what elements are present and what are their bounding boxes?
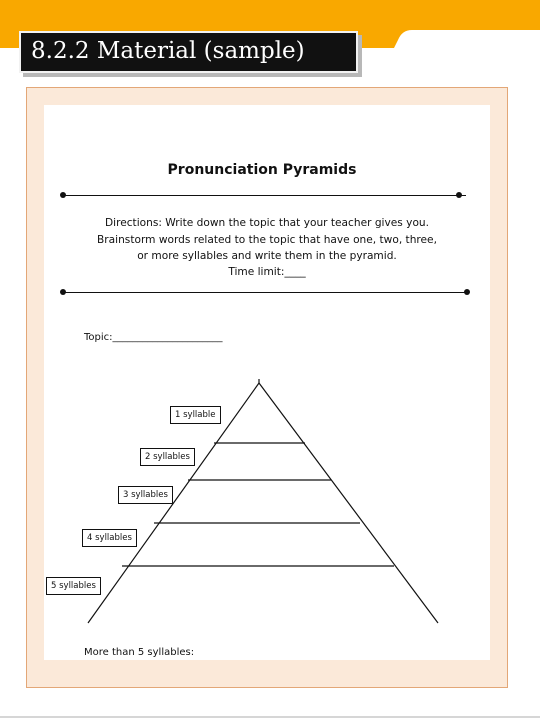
pyramid-level-label: 5 syllables — [46, 577, 101, 595]
slide-title: 8.2.2 Material (sample) — [31, 38, 305, 64]
directions-line: Brainstorm words related to the topic that have one, two, three, — [97, 234, 437, 246]
pyramid-level-label: 4 syllables — [82, 529, 137, 547]
pyramid — [44, 105, 490, 660]
footer-divider — [0, 716, 540, 718]
pyramid-level-label: 2 syllables — [140, 448, 195, 466]
directions-line: or more syllables and write them in the pyramid. — [137, 250, 397, 262]
directions-line: Directions: Write down the topic that your teacher gives you. — [104, 217, 430, 229]
time-limit: Time limit:____ — [228, 266, 306, 278]
worksheet-title: Pronunciation Pyramids — [167, 162, 357, 178]
pyramid-level-label: 1 syllable — [170, 406, 221, 424]
worksheet — [44, 105, 490, 660]
more-than-5-syllables: More than 5 syllables: — [84, 647, 195, 658]
topic-field: Topic:______________________ — [84, 332, 223, 343]
pyramid-level-label: 3 syllables — [118, 486, 173, 504]
slide-title-box — [19, 31, 358, 73]
